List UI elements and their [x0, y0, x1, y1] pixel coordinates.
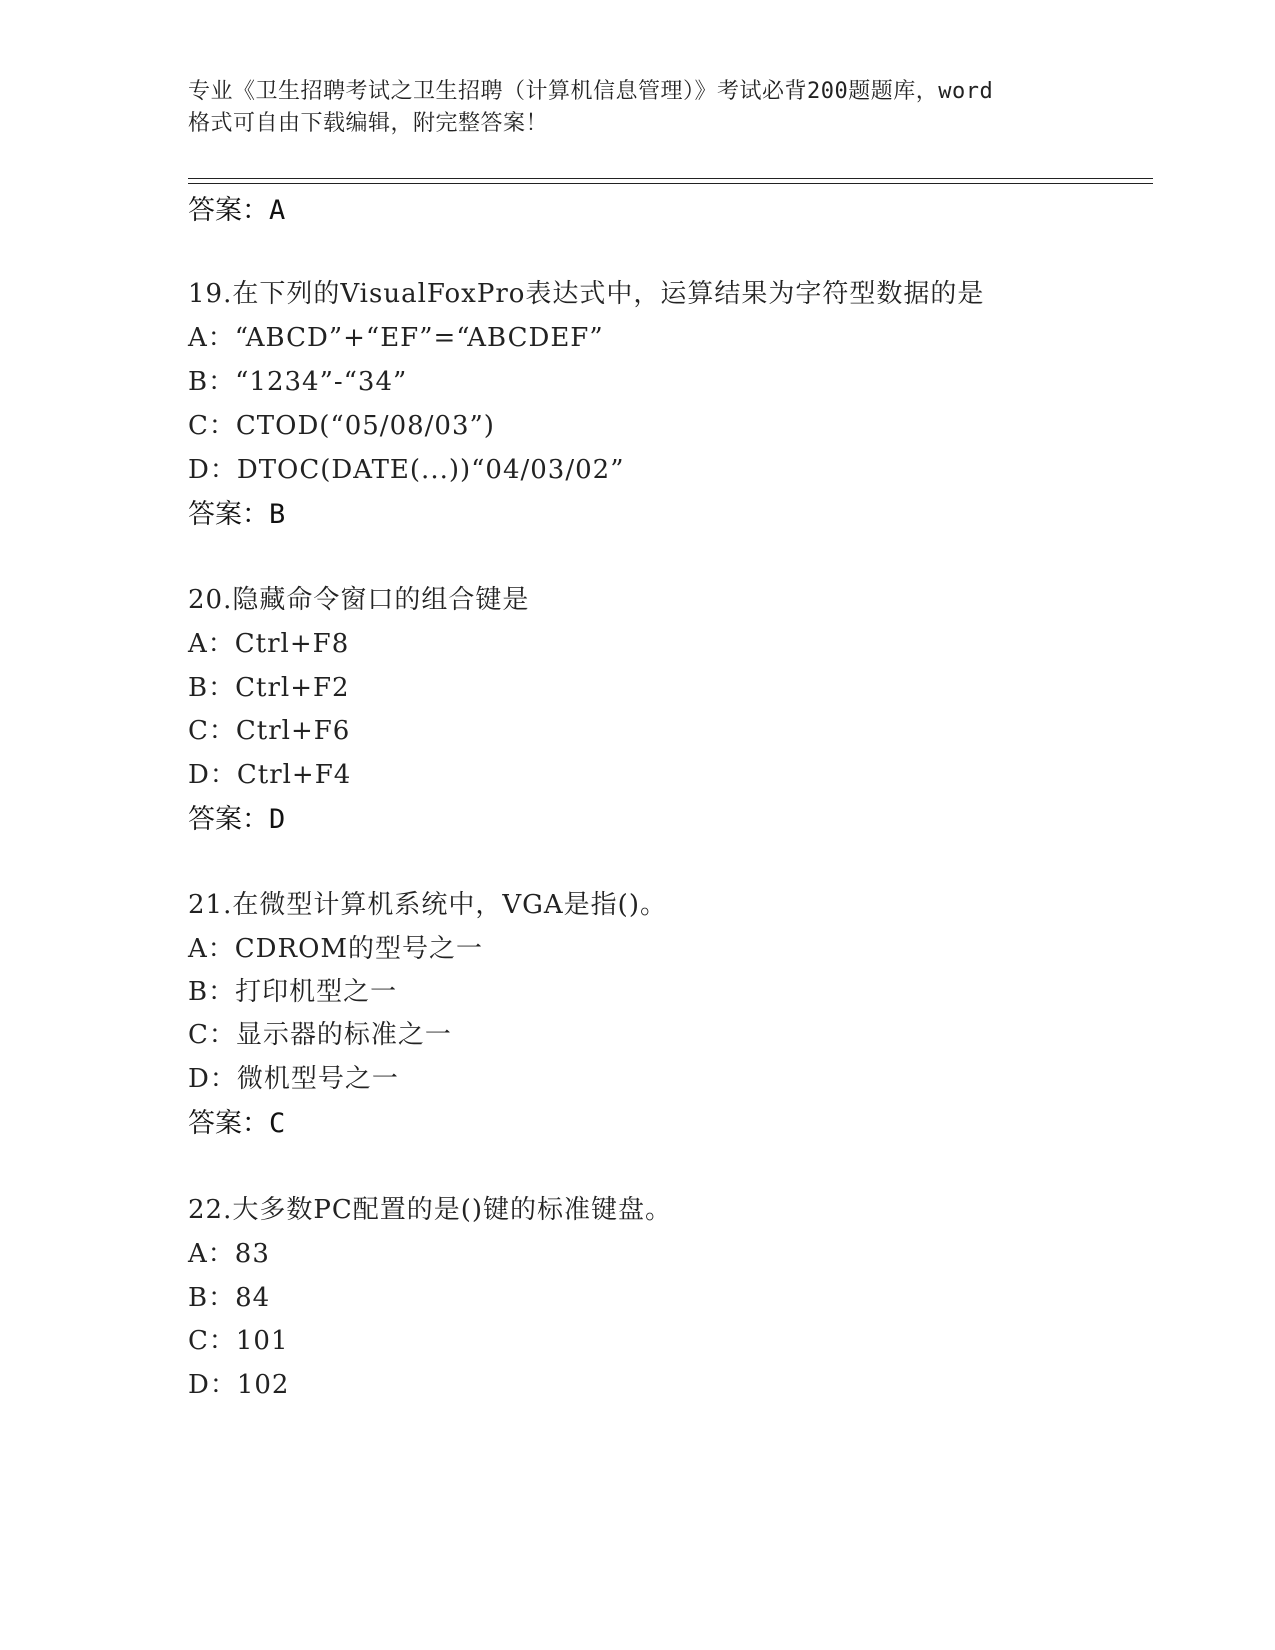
header-divider-top	[188, 178, 1153, 179]
question-stem: 20.隐藏命令窗口的组合键是	[188, 585, 530, 615]
option-c: C：显示器的标准之一	[188, 1020, 452, 1050]
option-b: B：Ctrl+F2	[188, 673, 350, 703]
option-b: B：84	[188, 1283, 271, 1313]
header-line-2: 格式可自由下载编辑，附完整答案！	[188, 111, 549, 136]
option-d: D：Ctrl+F4	[188, 760, 352, 790]
question-stem: 22.大多数PC配置的是()键的标准键盘。	[188, 1195, 673, 1225]
answer: 答案：B	[188, 499, 286, 530]
option-c: C：Ctrl+F6	[188, 716, 351, 746]
document-header	[188, 76, 1108, 140]
option-d: D：微机型号之一	[188, 1064, 399, 1094]
header-divider-bottom	[188, 183, 1153, 184]
option-a: A：“ABCD”+“EF”=“ABCDEF”	[188, 323, 604, 353]
option-d: D：DTOC(DATE(...))“04/03/02”	[188, 455, 625, 485]
previous-answer: 答案：A	[188, 195, 286, 226]
answer: 答案：C	[188, 1108, 286, 1139]
header-line-1: 专业《卫生招聘考试之卫生招聘（计算机信息管理）》考试必背200题题库，word	[188, 79, 994, 104]
option-a: A：83	[188, 1239, 270, 1269]
option-b: B：打印机型之一	[188, 977, 398, 1007]
question-stem: 21.在微型计算机系统中，VGA是指()。	[188, 890, 667, 920]
answer: 答案：D	[188, 804, 286, 835]
question-stem: 19.在下列的VisualFoxPro表达式中，运算结果为字符型数据的是	[188, 279, 985, 309]
option-b: B：“1234”-“34”	[188, 367, 408, 397]
option-c: C：101	[188, 1326, 289, 1356]
option-d: D：102	[188, 1370, 290, 1400]
option-a: A：Ctrl+F8	[188, 629, 350, 659]
option-a: A：CDROM的型号之一	[188, 934, 484, 964]
option-c: C：CTOD(“05/08/03”)	[188, 411, 495, 441]
